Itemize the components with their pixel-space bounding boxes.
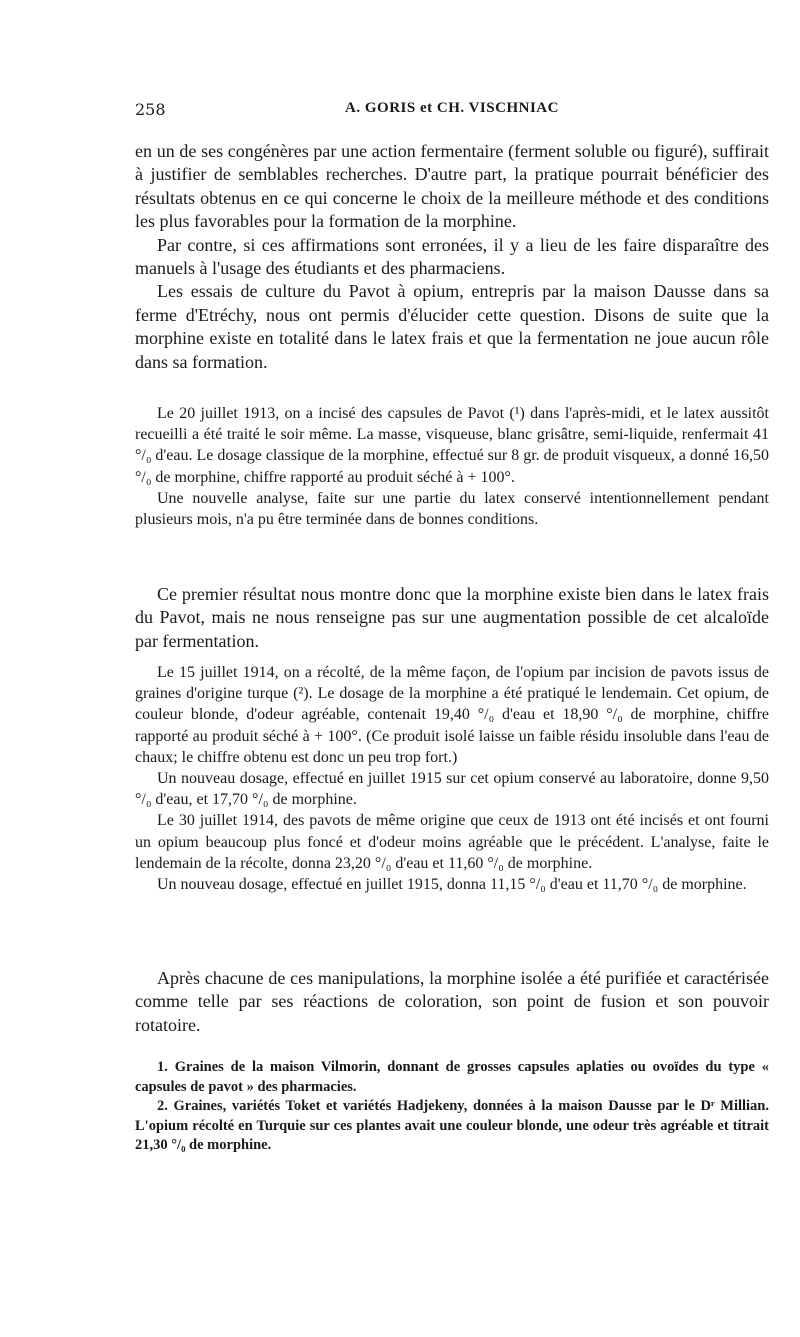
paragraph-juillet-1913: Le 20 juillet 1913, on a incisé des capsules de Pavot (¹) dans l'après-midi, et le latex aussitôt recueilli a été traité le soir même. La masse, visqueuse, blanc grisâtre, semi-liquide, renfermait 41 °/₀ d'eau. Le dosage classique de la morphine, effectué sur 8 gr. de produit visqueux, a donné 16,50 °/₀ de morphine, chiffre rapporté au produit séché à + 100°.	[135, 405, 769, 486]
footnote-1: 1. Graines de la maison Vilmorin, donnant de grosses capsules aplaties ou ovoïdes du type « capsules de pavot » des pharmacies.	[135, 1059, 769, 1095]
paragraph-conclusion: Après chacune de ces manipulations, la morphine isolée a été purifiée et caractérisée comme telle par ses réactions de coloration, son point de fusion et son pouvoir rotatoire.	[135, 968, 769, 1035]
footnote-2: 2. Graines, variétés Toket et variétés Hadjekeny, données à la maison Dausse par le Dʳ Millian. L'opium récolté en Turquie sur ces plantes avait une couleur blonde, une odeur très agréable et titrait 21,30 °/₀ de morphine.	[135, 1098, 769, 1153]
main-text-block-3	[135, 967, 769, 1037]
paragraph-juillet-1914-30: Le 30 juillet 1914, des pavots de même origine que ceux de 1913 ont été incisés et ont fourni un opium beaucoup plus foncé et d'odeur moins agréable que le précédent. L'analyse, faite le lendemain de la récolte, donna 23,20 °/₀ d'eau et 11,60 °/₀ de morphine.	[135, 812, 769, 872]
footnotes	[135, 1058, 769, 1156]
paragraph-nouvelle-analyse: Une nouvelle analyse, faite sur une partie du latex conservé intentionnellement pendant plusieurs mois, n'a pu être terminée dans de bonnes conditions.	[135, 489, 769, 529]
paragraph-dosage-1915-a: Un nouveau dosage, effectué en juillet 1915 sur cet opium conservé au laboratoire, donne 9,50 °/₀ d'eau, et 17,70 °/₀ de morphine.	[135, 770, 769, 809]
paragraph-essais: Les essais de culture du Pavot à opium, entrepris par la maison Dausse dans sa ferme d'Etréchy, nous ont permis d'élucider cette question. Disons de suite que la morphine existe en totalité dans le latex frais et que la fermentation ne joue aucun rôle dans sa formation.	[135, 281, 769, 372]
small-text-block-2	[135, 662, 769, 895]
paragraph-juillet-1914-15: Le 15 juillet 1914, on a récolté, de la même façon, de l'opium par incision de pavots issus de graines d'origine turque (²). Le dosage de la morphine a été pratiqué le lendemain. Cet opium, de couleur blonde, d'odeur agréable, contenait 19,40 °/₀ d'eau et 18,90 °/₀ de morphine, chiffre rapporté au produit séché à + 100°. (Ce produit isolé laisse un faible résidu insoluble dans l'eau de chaux; le chiffre obtenu est donc un peu trop fort.)	[135, 664, 769, 766]
paragraph-premier-resultat: Ce premier résultat nous montre donc que la morphine existe bien dans le latex frais du Pavot, mais ne nous renseigne pas sur une augmentation possible de cet alcaloïde par fermentation.	[135, 584, 769, 651]
main-text-block-2	[135, 583, 769, 653]
main-text-block-1	[135, 140, 769, 374]
paragraph-continuation: en un de ses congénères par une action fermentaire (ferment soluble ou figuré), suffirait à justifier de semblables recherches. D'autre part, la pratique pourrait bénéficier des résultats obtenus en ce qui concerne le choix de la meilleure méthode et des conditions les plus favorables pour la formation de la morphine.	[135, 141, 769, 232]
small-text-block-1	[135, 403, 769, 530]
page-number: 258	[135, 100, 166, 119]
page-header	[135, 100, 769, 124]
running-title: A. GORIS et CH. VISCHNIAC	[345, 100, 559, 116]
paragraph-contre: Par contre, si ces affirmations sont erronées, il y a lieu de les faire disparaître des manuels à l'usage des étudiants et des pharmaciens.	[135, 234, 769, 279]
paragraph-dosage-1915-b: Un nouveau dosage, effectué en juillet 1915, donna 11,15 °/₀ d'eau et 11,70 °/₀ de morphine.	[157, 876, 747, 894]
